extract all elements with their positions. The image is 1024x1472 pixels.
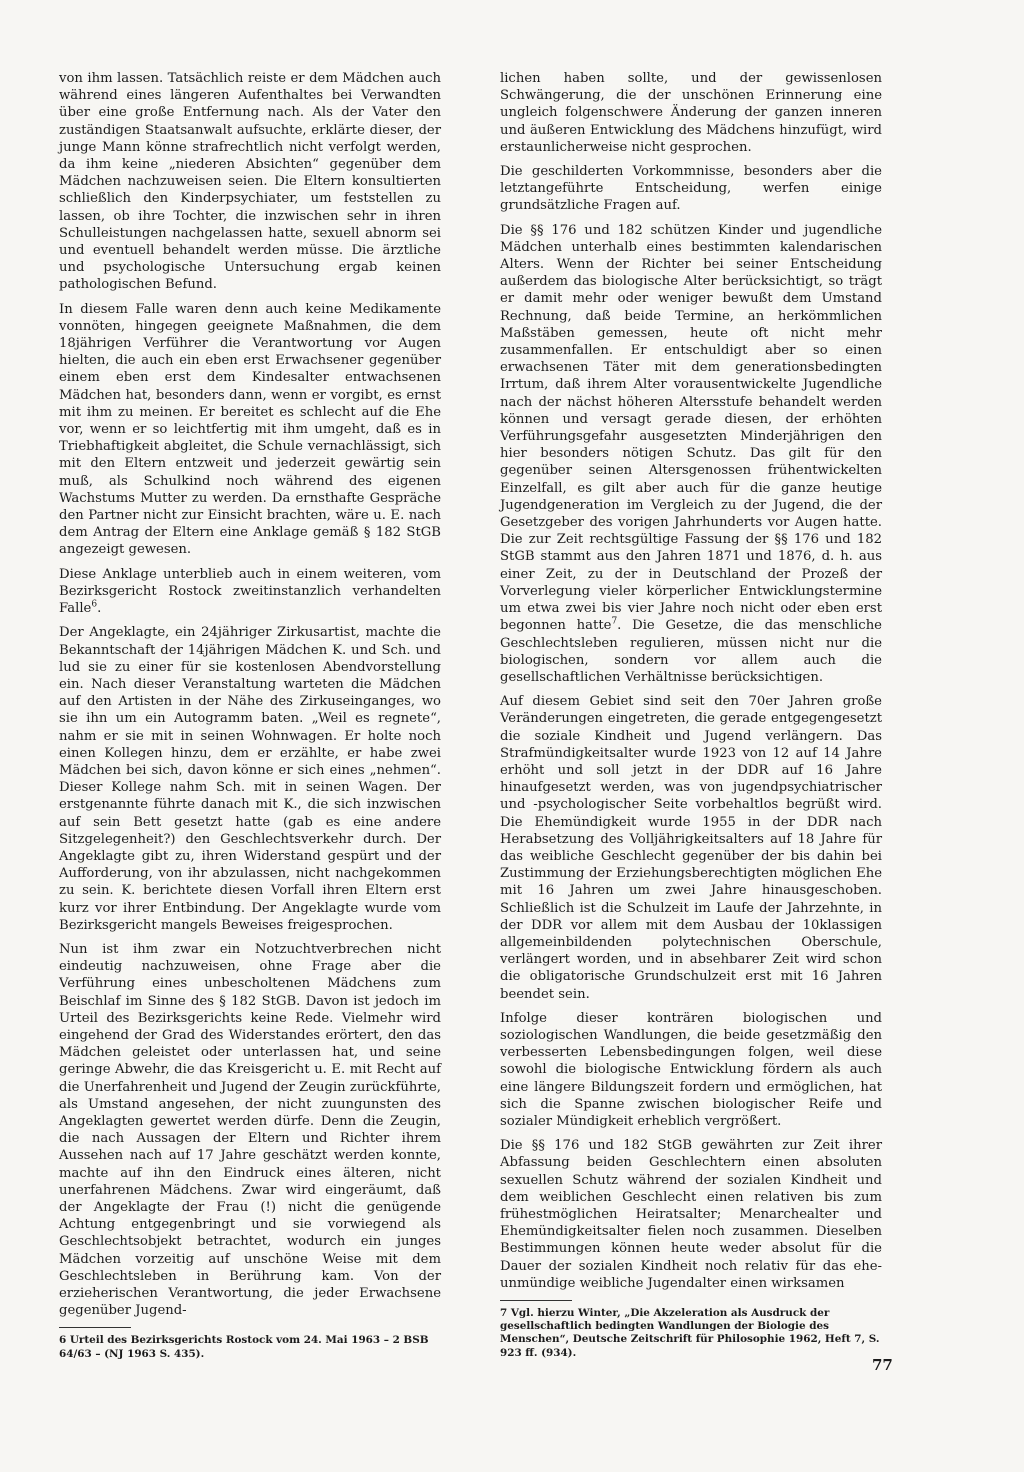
paragraph-text-continued: . Die Gesetze, die das menschliche Geschlechtsleben regulieren, müssen nicht nur die biologischen, sondern vor allem auch die gesellschaftlichen Verhältnisse berücksichtigen. [500,618,882,685]
paragraph: Die geschilderten Vorkommnisse, besonders aber die letztangeführte Entscheidung, werfen einige grundsätzliche Fragen auf. [500,164,882,214]
paragraph: Nun ist ihm zwar ein Notzuchtverbrechen nicht eindeutig nachzuweisen, ohne Frage aber die Verführung eines unbescholtenen Mädchens zum Beischlaf im Sinne des § 182 StGB. Davon ist jedoch im Urteil des Bezirksgerichts keine Rede. Vielmehr wird eingehend der Grad des Widerstandes erörtert, den das Mädchen geleistet oder unterlassen hat, und seine geringe Abwehr, die das Kreisgericht u. E. mit Recht auf die Unerfahrenheit und Jugend der Zeugin zurückführte, als Umstand angesehen, der nicht zuungunsten des Angeklagten gewertet werden dürfe. Denn die Zeugin, die nach Aussagen der Eltern und Richter ihrem Aussehen nach auf 17 Jahre geschätzt werden konnte, machte auf ihn den Eindruck eines älteren, nicht unerfahrenen Mädchens. Zwar wird eingeräumt, daß der Angeklagte der Frau (!) nicht die genügende Achtung entgegenbringt und sie vorwiegend als Geschlechtsobjekt betrachtet, wodurch ein junges Mädchen vorzeitig auf unschöne Weise mit dem Geschlechtsleben in Berührung kam. Von der erzieherischen Verantwortung, die jeder Erwachsene gegenüber Jugend- [59,941,441,1319]
paragraph: lichen haben sollte, und der gewissenlosen Schwängerung, die der unschönen Erinnerung eine ungleich folgenschwere Änderung der ganzen inneren und äußeren Entwicklung des Mädchens hinzufügt, wird erstaunlicherweise nicht gesprochen. [500,71,882,155]
paragraph: Der Angeklagte, ein 24jähriger Zirkusartist, machte die Bekanntschaft der 14jährigen Mädchen K. und Sch. und lud sie zu einer für sie kostenlosen Abendvorstellung ein. Nach dieser Veranstaltung warteten die Mädchen auf den Artisten in der Nähe des Zirkuseinganges, wo sie ihn um ein Autogramm baten. „Weil es regnete“, nahm er sie mit in seinen Wohnwagen. Er holte noch einen Kollegen hinzu, dem er erzählte, er habe zwei Mädchen bei sich, davon könne er sich eines „nehmen“. Dieser Kollege nahm Sch. mit in seinen Wagen. Der erstgenannte führte danach mit K., die sich inzwischen auf sein Bett gesetzt hatte (gab es eine andere Sitzgelegenheit?) den Geschlechtsverkehr durch. Der Angeklagte gibt zu, ihren Widerstand gespürt und der Aufforderung, von ihr abzulassen, nicht nachgekommen zu sein. K. berichtete diesen Vorfall ihren Eltern erst kurz vor ihrer Entbindung. Der Angeklagte wurde vom Bezirksgericht mangels Beweises freigesprochen. [59,625,441,933]
paragraph-text: Die §§ 176 und 182 schützen Kinder und jugendliche Mädchen unterhalb eines bestimmten kalendarischen Alters. Wenn der Richter bei seiner Entscheidung außerdem das biologische Alter berücksichtigt, so trägt er damit mehr oder weniger bewußt dem Umstand Rechnung, daß beide Termine, an herkömmlichen Maßstäben gemessen, heute oft nicht mehr zusammenfallen. Er entschuldigt aber so einen erwachsenen Täter mit dem generationsbedingten Irrtum, daß ihrem Alter vorausentwickelte Jugendliche nach der nächst höheren Altersstufe behandelt werden können und versagt gerade diesen, der erhöhten Verführungsgefahr ausgesetzten Minderjährigen den hier besonders nötigen Schutz. Das gilt für den gegenüber seinen Altersgenossen frühentwickelten Einzelfall, es gilt aber auch für die ganze heutige Jugendgeneration im Vergleich zu der Jugend, die der Gesetzgeber des vorigen Jahrhunderts vor Augen hatte. Die zur Zeit rechtsgültige Fassung der §§ 176 und 182 StGB stammt aus den Jahren 1871 und 1876, d. h. aus einer Zeit, zu der in Deutschland der Prozeß der Vorverlegung vieler körperlicher Entwicklungstermine um etwa zwei bis vier Jahre noch nicht oder eben erst begonnen hatte [500,222,882,634]
paragraph-with-footnote: Diese Anklage unterblieb auch in einem weiteren, vom Bezirksgericht Rostock zweitinstanzlich verhandelten Falle$^6$. [59,566,441,617]
paragraph-with-footnote [500,222,882,686]
right-column [500,70,882,1367]
paragraph: Die §§ 176 und 182 StGB gewährten zur Zeit ihrer Abfassung beiden Geschlechtern einen absoluten sexuellen Schutz während der sozialen Kindheit und dem weiblichen Geschlecht einen relativen bis zum frühestmöglichen Heiratsalter; Menarchealter und Ehemündigkeitsalter fielen noch zusammen. Dieselben Bestimmungen können heute weder absolut für die Dauer der sozialen Kindheit noch relativ für das ehe-unmündige weibliche Jugendalter einen wirksamen [500,1138,882,1291]
paragraph: In diesem Falle waren denn auch keine Medikamente vonnöten, hingegen geeignete Maßnahmen, die dem 18jährigen Verführer die Verantwortung vor Augen hielten, die auch ein eben erst Erwachsener gegenüber einem eben erst dem Kindesalter entwachsenen Mädchen hat, besonders dann, wenn er vorgibt, es ernst mit ihm zu meinen. Er bereitet es schlecht auf die Ehe vor, wenn er so leichtfertig mit ihm umgeht, daß es in Triebhaftigkeit abgleitet, die Schule vernachlässigt, sich mit den Eltern entzweit und jederzeit gewärtig sein muß, als Schulkind noch während des eigenen Wachstums Mutter zu werden. Da ernsthafte Gespräche den Partner nicht zur Einsicht brachten, wäre u. E. nach dem Antrag der Eltern eine Anklage gemäß § 182 StGB angezeigt gewesen. [59,301,441,558]
footnote: 6 Urteil des Bezirksgerichts Rostock vom 24. Mai 1963 – 2 BSB 64/63 – (NJ 1963 S. 435). [59,1334,429,1360]
paragraph: Infolge dieser konträren biologischen und soziologischen Wandlungen, die beide gesetzmäßig den verbesserten Lebensbedingungen folgen, weil diese sowohl die biologische Entwicklung fördern als auch eine längere Bildungszeit fordern und ermöglichen, hat sich die Spanne zwischen biologischer Reife und sozialer Mündigkeit erheblich vergrößert. [500,1010,882,1129]
footnote-mark: 6 [91,599,98,610]
page-number: 77 [872,1356,893,1374]
footnote-mark: 7 [611,616,618,627]
footnote-divider [500,1300,572,1301]
paragraph: von ihm lassen. Tatsächlich reiste er dem Mädchen auch während eines längeren Aufenthaltes bei Verwandten über eine große Entfernung nach. Als der Vater den zuständigen Staatsanwalt aufsuchte, erklärte dieser, der junge Mann könne strafrechtlich nicht verfolgt werden, da ihm keine „niederen Absichten“ gegenüber dem Mädchen nachzuweisen seien. Die Eltern konsultierten schließlich den Kinderpsychiater, um feststellen zu lassen, ob ihre Tochter, die inzwischen sehr in ihren Schulleistungen nachgelassen hatte, sexuell abnorm sei und eventuell behandelt werden müsse. Die ärztliche und psychologische Untersuchung ergab keinen pathologischen Befund. [59,71,441,293]
paragraph-text: Diese Anklage unterblieb auch in einem weiteren, vom Bezirksgericht Rostock zweitinstanzlich verhandelten Falle [59,566,441,617]
paragraph: Auf diesem Gebiet sind seit den 70er Jahren große Veränderungen eingetreten, die gerade entgegengesetzt die soziale Kindheit und Jugend verlängern. Das Strafmündigkeitsalter wurde 1923 von 12 auf 14 Jahre erhöht und soll jetzt in der DDR auf 16 Jahre hinaufgesetzt werden, was von jugendpsychiatrischer und -psychologischer Seite vorbehaltlos begrüßt wird. Die Ehemündigkeit wurde 1955 in der DDR nach Herabsetzung des Volljährigkeitsalters auf 18 Jahre für das weibliche Geschlecht gegenüber der bis dahin bei Zustimmung der Erziehungsberechtigten möglichen Ehe mit 16 Jahren um zwei Jahre hinausgeschoben. Schließlich ist die Schulzeit im Laufe der Jahrzehnte, in der DDR vor allem mit dem Ausbau der 10klassigen allgemeinbildenden polytechnischen Oberschule, verlängert worden, und in absehbarer Zeit wird schon die obligatorische Grundschulzeit erst mit 16 Jahren beendet sein. [500,694,882,1002]
footnote: 7 Vgl. hierzu Winter, „Die Akzeleration als Ausdruck der gesellschaftlich bedingten Wandlungen der Biologie des Menschen“, Deutsche Zeitschrift für Philosophie 1962, Heft 7, S. 923 ff. (934). [500,1307,880,1359]
left-column [59,70,441,1368]
footnote-divider [59,1327,131,1328]
